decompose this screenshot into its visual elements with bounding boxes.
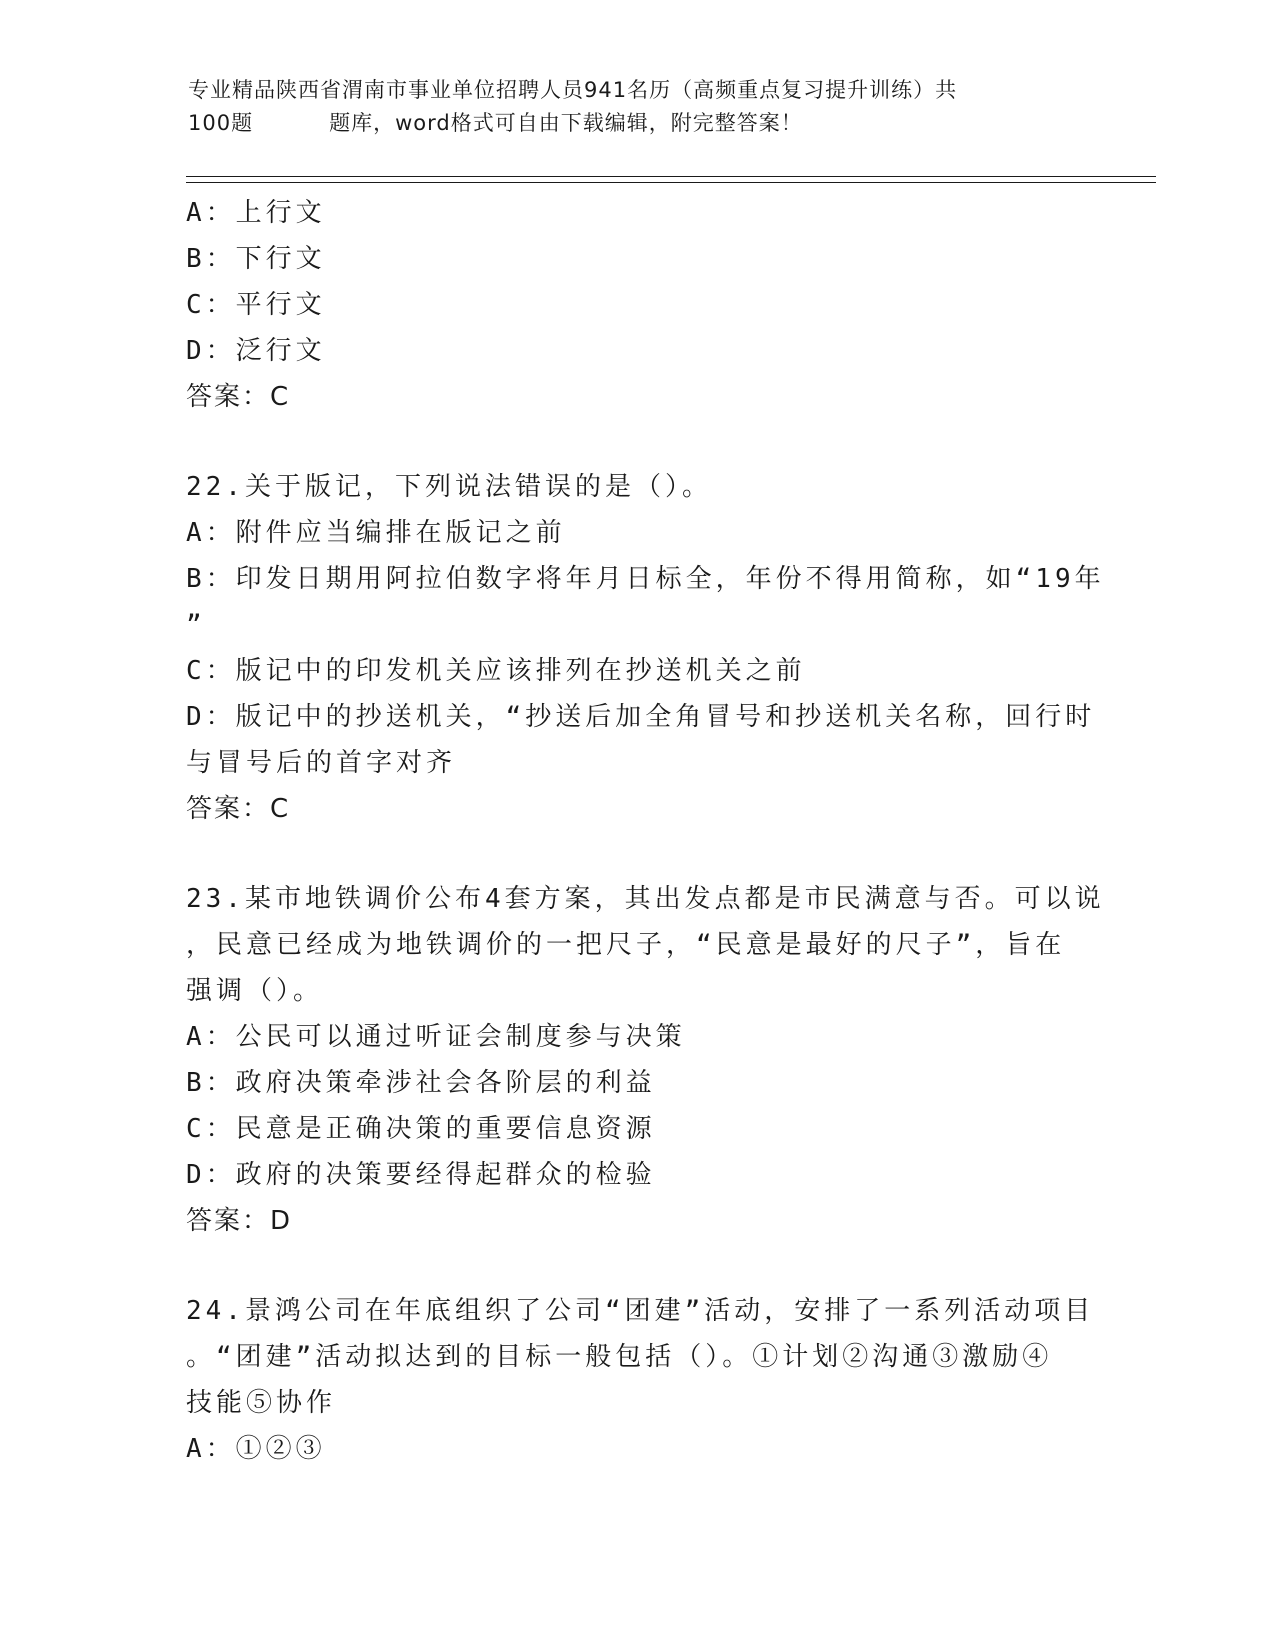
option-c: C：版记中的印发机关应该排列在抄送机关之前 bbox=[186, 656, 806, 686]
option-c: C：民意是正确决策的重要信息资源 bbox=[186, 1114, 656, 1144]
answer: 答案：C bbox=[186, 794, 291, 824]
header-rule-bottom bbox=[186, 182, 1156, 183]
question-stem-line-1: 23.某市地铁调价公布4套方案，其出发点都是市民满意与否。可以说 bbox=[186, 884, 1105, 914]
option-b: B：印发日期用阿拉伯数字将年月日标全，年份不得用简称，如“19年 bbox=[186, 564, 1105, 594]
question-24 bbox=[186, 1288, 1095, 1472]
option-c: C：平行文 bbox=[186, 290, 326, 320]
header-line-1: 专业精品陕西省渭南市事业单位招聘人员941名历（高频重点复习提升训练）共 bbox=[188, 78, 958, 102]
option-d: D：政府的决策要经得起群众的检验 bbox=[186, 1160, 656, 1190]
option-b-continuation: ” bbox=[186, 610, 206, 640]
question-22 bbox=[186, 464, 1105, 832]
answer: 答案：C bbox=[186, 382, 291, 412]
answer: 答案：D bbox=[186, 1206, 293, 1236]
document-body bbox=[186, 190, 1105, 1472]
header-line-2-right: 题库，word格式可自由下载编辑，附完整答案！ bbox=[329, 111, 803, 135]
option-a: A：上行文 bbox=[186, 198, 326, 228]
option-d: D：泛行文 bbox=[186, 336, 326, 366]
header-line-2-left: 100题 bbox=[188, 111, 254, 135]
option-a: A：①②③ bbox=[186, 1434, 326, 1464]
option-b: B：政府决策牵涉社会各阶层的利益 bbox=[186, 1068, 656, 1098]
question-stem: 22.关于版记，下列说法错误的是（）。 bbox=[186, 472, 712, 502]
option-a: A：附件应当编排在版记之前 bbox=[186, 518, 566, 548]
page-header bbox=[188, 74, 1088, 140]
question-21 bbox=[186, 190, 1086, 420]
option-b: B：下行文 bbox=[186, 244, 326, 274]
question-23 bbox=[186, 876, 1105, 1244]
question-stem-line-3: 强调（）。 bbox=[186, 976, 324, 1006]
question-stem-line-3: 技能⑤协作 bbox=[186, 1388, 337, 1418]
question-stem-line-2: ，民意已经成为地铁调价的一把尺子，“民意是最好的尺子”，旨在 bbox=[186, 930, 1066, 960]
header-rule-top bbox=[186, 176, 1156, 177]
question-stem-line-2: 。“团建”活动拟达到的目标一般包括（）。①计划②沟通③激励④ bbox=[186, 1342, 1053, 1372]
option-d: D：版记中的抄送机关，“抄送后加全角冒号和抄送机关名称，回行时 bbox=[186, 702, 1096, 732]
option-d-continuation: 与冒号后的首字对齐 bbox=[186, 748, 457, 778]
option-a: A：公民可以通过听证会制度参与决策 bbox=[186, 1022, 686, 1052]
question-stem-line-1: 24.景鸿公司在年底组织了公司“团建”活动，安排了一系列活动项目 bbox=[186, 1296, 1095, 1326]
header-line-2 bbox=[188, 107, 1088, 140]
